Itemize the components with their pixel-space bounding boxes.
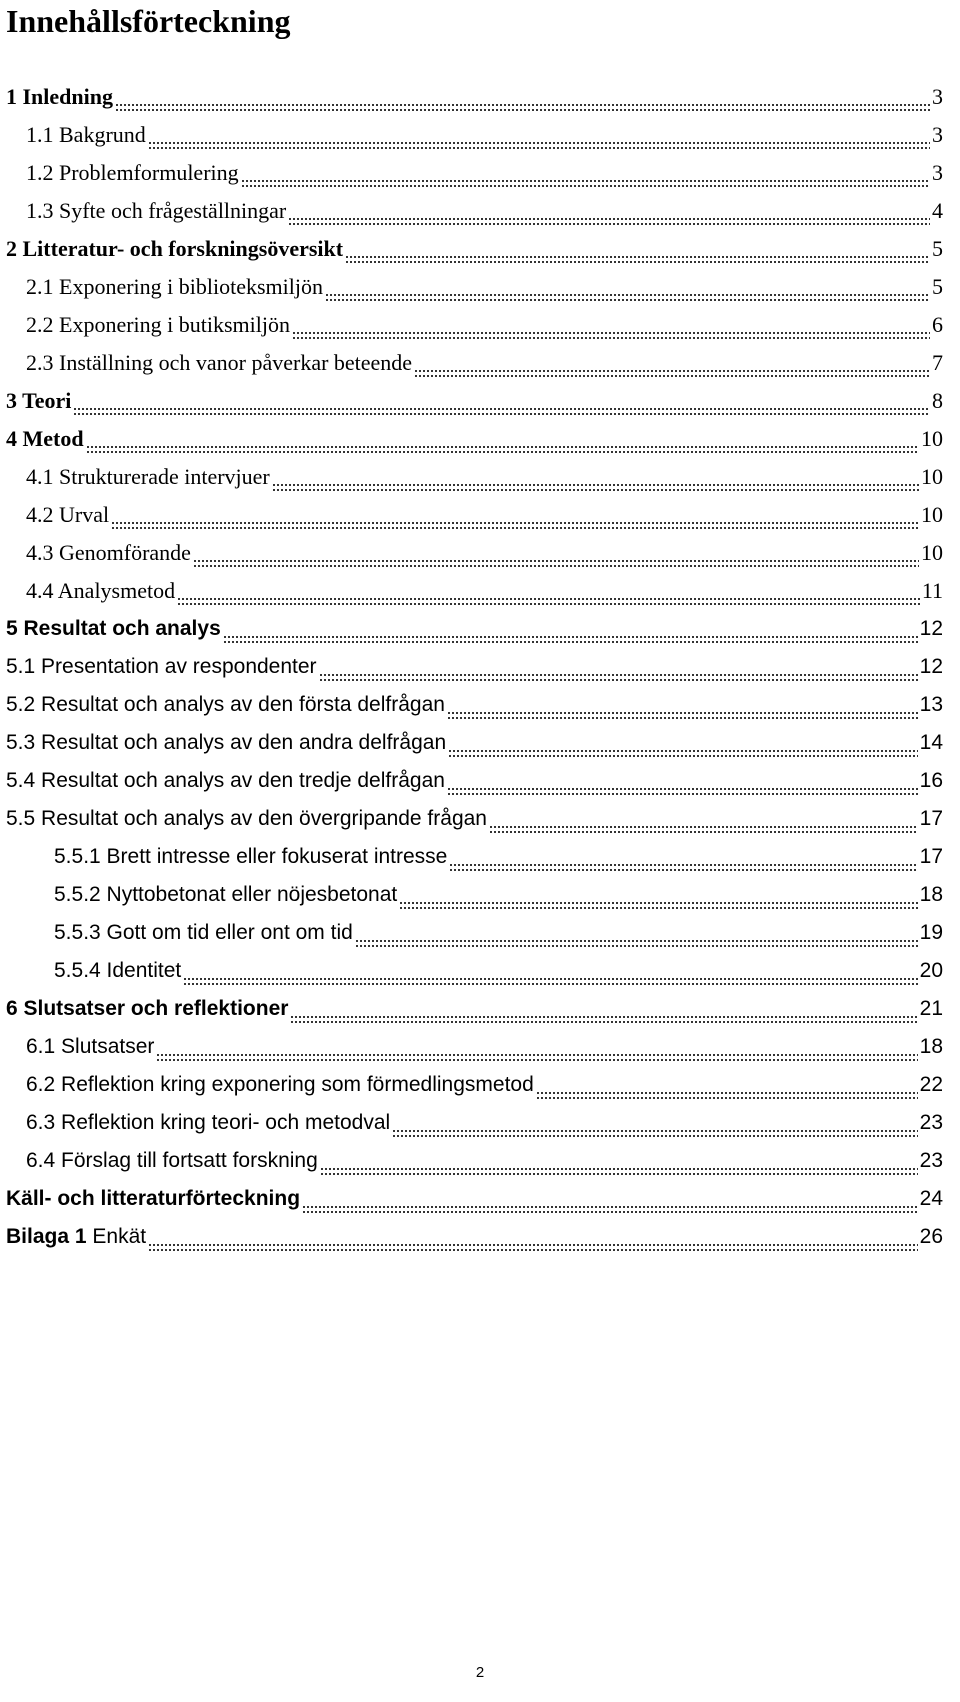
toc-entry[interactable]	[6, 230, 943, 268]
toc-entry-page: 7	[932, 350, 943, 375]
toc-entry[interactable]	[6, 1218, 943, 1256]
dot-leader	[320, 1149, 918, 1175]
toc-entry-heading: 1 Inledning	[6, 84, 113, 109]
dot-leader	[449, 845, 917, 871]
toc-entry-page: 17	[919, 807, 943, 830]
toc-entry-label	[6, 648, 317, 686]
toc-entry-text: 5.1 Presentation av respondenter	[6, 655, 317, 678]
toc-entry-label	[6, 800, 487, 838]
toc-entry-label	[26, 306, 290, 344]
toc-entry-label	[26, 458, 270, 496]
toc-entry-label	[26, 1066, 534, 1104]
dot-leader	[414, 351, 930, 377]
toc-entry-label	[26, 1104, 390, 1142]
toc-entry-text: 5.5.3 Gott om tid eller ont om tid	[54, 921, 353, 944]
toc-entry-page: 17	[919, 845, 943, 868]
toc-entry[interactable]	[6, 344, 943, 382]
toc-entry-page: 10	[921, 502, 943, 527]
toc-entry-label	[6, 1180, 300, 1218]
toc-entry-text: 1.3 Syfte och frågeställningar	[26, 198, 287, 223]
dot-leader	[241, 161, 930, 187]
dot-leader	[345, 237, 930, 263]
toc-entry[interactable]	[6, 1180, 943, 1218]
toc-entry-label	[6, 230, 343, 268]
toc-entry-page: 12	[919, 617, 943, 640]
toc-entry-label	[54, 952, 181, 990]
toc-entry-page: 10	[921, 426, 943, 451]
page-number: 2	[475, 1664, 485, 1681]
toc-entry-page: 11	[921, 578, 943, 603]
toc-entry-label	[54, 914, 353, 952]
dot-leader	[73, 389, 930, 415]
toc-entry[interactable]	[6, 154, 943, 192]
dot-leader	[448, 731, 918, 757]
toc-entry-page: 5	[932, 274, 943, 299]
dot-leader	[319, 655, 918, 681]
toc-entry-text: 4.1 Strukturerade intervjuer	[26, 464, 270, 489]
toc-entry[interactable]	[6, 648, 943, 686]
toc-entry-label	[54, 838, 447, 876]
toc-entry-page: 26	[919, 1225, 943, 1248]
toc-entry-page: 3	[932, 160, 943, 185]
toc-entry[interactable]	[6, 1104, 943, 1142]
toc-entry-heading: 4 Metod	[6, 426, 84, 451]
toc-entry[interactable]	[6, 914, 943, 952]
toc-entry-text: 2.1 Exponering i biblioteksmiljön	[26, 274, 323, 299]
toc-entry-page: 18	[919, 883, 943, 906]
toc-entry-page: 13	[919, 693, 943, 716]
page-title: Innehållsförteckning	[6, 3, 291, 39]
toc-entry-text: 5.5.1 Brett intresse eller fokuserat intresse	[54, 845, 448, 868]
toc-entry-label	[26, 268, 323, 306]
dot-leader	[399, 883, 917, 909]
toc-entry-label	[26, 496, 109, 534]
toc-entry-text: 6.1 Slutsatser	[26, 1035, 155, 1058]
toc-entry-text: Enkät	[86, 1225, 147, 1248]
toc-entry-text: 1.2 Problemformulering	[26, 160, 239, 185]
toc-entry-page: 23	[919, 1111, 943, 1134]
toc-entry[interactable]	[6, 686, 943, 724]
dot-leader	[392, 1111, 917, 1137]
dot-leader	[177, 579, 920, 605]
toc-entry[interactable]	[6, 1028, 943, 1066]
dot-leader	[292, 313, 930, 339]
dot-leader	[115, 85, 930, 111]
toc-entry-text: 2.2 Exponering i butiksmiljön	[26, 312, 290, 337]
dot-leader	[193, 541, 919, 567]
dot-leader	[148, 123, 930, 149]
toc-entry-label	[6, 724, 446, 762]
toc-entry-page: 24	[919, 1187, 943, 1210]
toc-entry[interactable]	[6, 1066, 943, 1104]
dot-leader	[447, 693, 918, 719]
toc-entry-label	[6, 382, 71, 420]
dot-leader	[156, 1035, 917, 1061]
dot-leader	[183, 959, 917, 985]
toc-entry[interactable]	[6, 420, 943, 458]
toc-entry-heading: Käll- och litteraturförteckning	[6, 1187, 301, 1210]
dot-leader	[536, 1073, 918, 1099]
toc-entry-page: 20	[919, 959, 943, 982]
toc-entry[interactable]	[6, 268, 943, 306]
toc-entry-label	[26, 192, 286, 230]
toc-entry-page: 3	[932, 122, 943, 147]
toc-entry-page: 12	[919, 655, 943, 678]
toc-entry[interactable]	[6, 572, 943, 610]
toc-entry-label	[26, 1028, 154, 1066]
dot-leader	[302, 1187, 918, 1213]
toc-entry-page: 10	[921, 464, 943, 489]
toc-entry-text: 5.5.4 Identitet	[54, 959, 182, 982]
toc-entry[interactable]	[6, 838, 943, 876]
dot-leader	[288, 199, 930, 225]
toc-entry[interactable]	[6, 990, 943, 1028]
toc-entry[interactable]	[6, 724, 943, 762]
toc-entry-label	[6, 762, 445, 800]
toc-entry-heading: 2 Litteratur- och forskningsöversikt	[6, 236, 344, 261]
dot-leader	[272, 465, 919, 491]
toc-entry[interactable]	[6, 306, 943, 344]
toc-entry-label	[6, 610, 221, 648]
toc-entry-label	[6, 78, 113, 116]
toc-entry-page: 21	[919, 997, 943, 1020]
toc-entry-label	[26, 344, 412, 382]
toc-entry-text: 5.5.2 Nyttobetonat eller nöjesbetonat	[54, 883, 398, 906]
toc-entry-text: 6.3 Reflektion kring teori- och metodval	[26, 1111, 391, 1134]
toc-entry[interactable]	[6, 800, 943, 838]
toc-entry-label	[6, 990, 288, 1028]
toc-entry[interactable]	[6, 116, 943, 154]
toc-entry-page: 4	[932, 198, 943, 223]
toc-entry-text: 5.4 Resultat och analys av den tredje delfrågan	[6, 769, 445, 792]
toc-entry-page: 6	[932, 312, 943, 337]
toc-entry-text: 5.2 Resultat och analys av den första delfrågan	[6, 693, 445, 716]
toc-entry[interactable]	[6, 496, 943, 534]
toc-entry[interactable]	[6, 78, 943, 116]
dot-leader	[325, 275, 930, 301]
toc-entry[interactable]	[6, 1142, 943, 1180]
toc-entry-label	[26, 1142, 318, 1180]
table-of-contents	[6, 78, 946, 1256]
toc-entry-page: 8	[932, 388, 943, 413]
toc-entry-text: 5.5 Resultat och analys av den övergripande frågan	[6, 807, 487, 830]
toc-entry-text: 1.1 Bakgrund	[26, 122, 146, 147]
dot-leader	[447, 769, 918, 795]
toc-entry-page: 18	[919, 1035, 943, 1058]
toc-entry-text: 4.3 Genomförande	[26, 540, 191, 565]
toc-entry[interactable]	[6, 192, 943, 230]
toc-entry-label	[26, 154, 239, 192]
toc-entry-heading: 5 Resultat och analys	[6, 617, 221, 640]
toc-entry-text: 5.3 Resultat och analys av den andra delfrågan	[6, 731, 447, 754]
toc-entry[interactable]	[6, 458, 943, 496]
toc-entry-page: 10	[921, 540, 943, 565]
toc-entry-label	[26, 534, 191, 572]
toc-entry-text: 6.4 Förslag till fortsatt forskning	[26, 1149, 318, 1172]
toc-entry[interactable]	[6, 382, 943, 420]
toc-entry-page: 5	[932, 236, 943, 261]
dot-leader	[111, 503, 919, 529]
toc-entry-page: 22	[919, 1073, 943, 1096]
toc-entry-label	[6, 420, 84, 458]
toc-entry-text: 4.4 Analysmetod	[26, 578, 176, 603]
toc-entry-page: 19	[919, 921, 943, 944]
toc-entry-label	[6, 1218, 146, 1256]
dot-leader	[148, 1225, 918, 1251]
toc-entry-heading: 6 Slutsatser och reflektioner	[6, 997, 289, 1020]
toc-entry-heading: Bilaga 1	[6, 1225, 87, 1248]
toc-entry-page: 23	[919, 1149, 943, 1172]
toc-entry-label	[54, 876, 397, 914]
dot-leader	[290, 997, 917, 1023]
toc-entry[interactable]	[6, 876, 943, 914]
toc-entry-heading: 3 Teori	[6, 388, 72, 413]
toc-entry[interactable]	[6, 534, 943, 572]
dot-leader	[223, 617, 918, 643]
toc-entry-page: 3	[932, 84, 943, 109]
toc-entry-text: 4.2 Urval	[26, 502, 110, 527]
toc-entry-label	[26, 572, 175, 610]
toc-entry-label	[6, 686, 445, 724]
dot-leader	[489, 807, 918, 833]
toc-entry[interactable]	[6, 952, 943, 990]
toc-entry-page: 16	[919, 769, 943, 792]
toc-entry-text: 2.3 Inställning och vanor påverkar beteende	[26, 350, 413, 375]
toc-entry[interactable]	[6, 610, 943, 648]
toc-entry-text: 6.2 Reflektion kring exponering som förmedlingsmetod	[26, 1073, 534, 1096]
dot-leader	[355, 921, 918, 947]
toc-entry-page: 14	[919, 731, 943, 754]
toc-entry[interactable]	[6, 762, 943, 800]
toc-entry-label	[26, 116, 146, 154]
dot-leader	[86, 427, 919, 453]
